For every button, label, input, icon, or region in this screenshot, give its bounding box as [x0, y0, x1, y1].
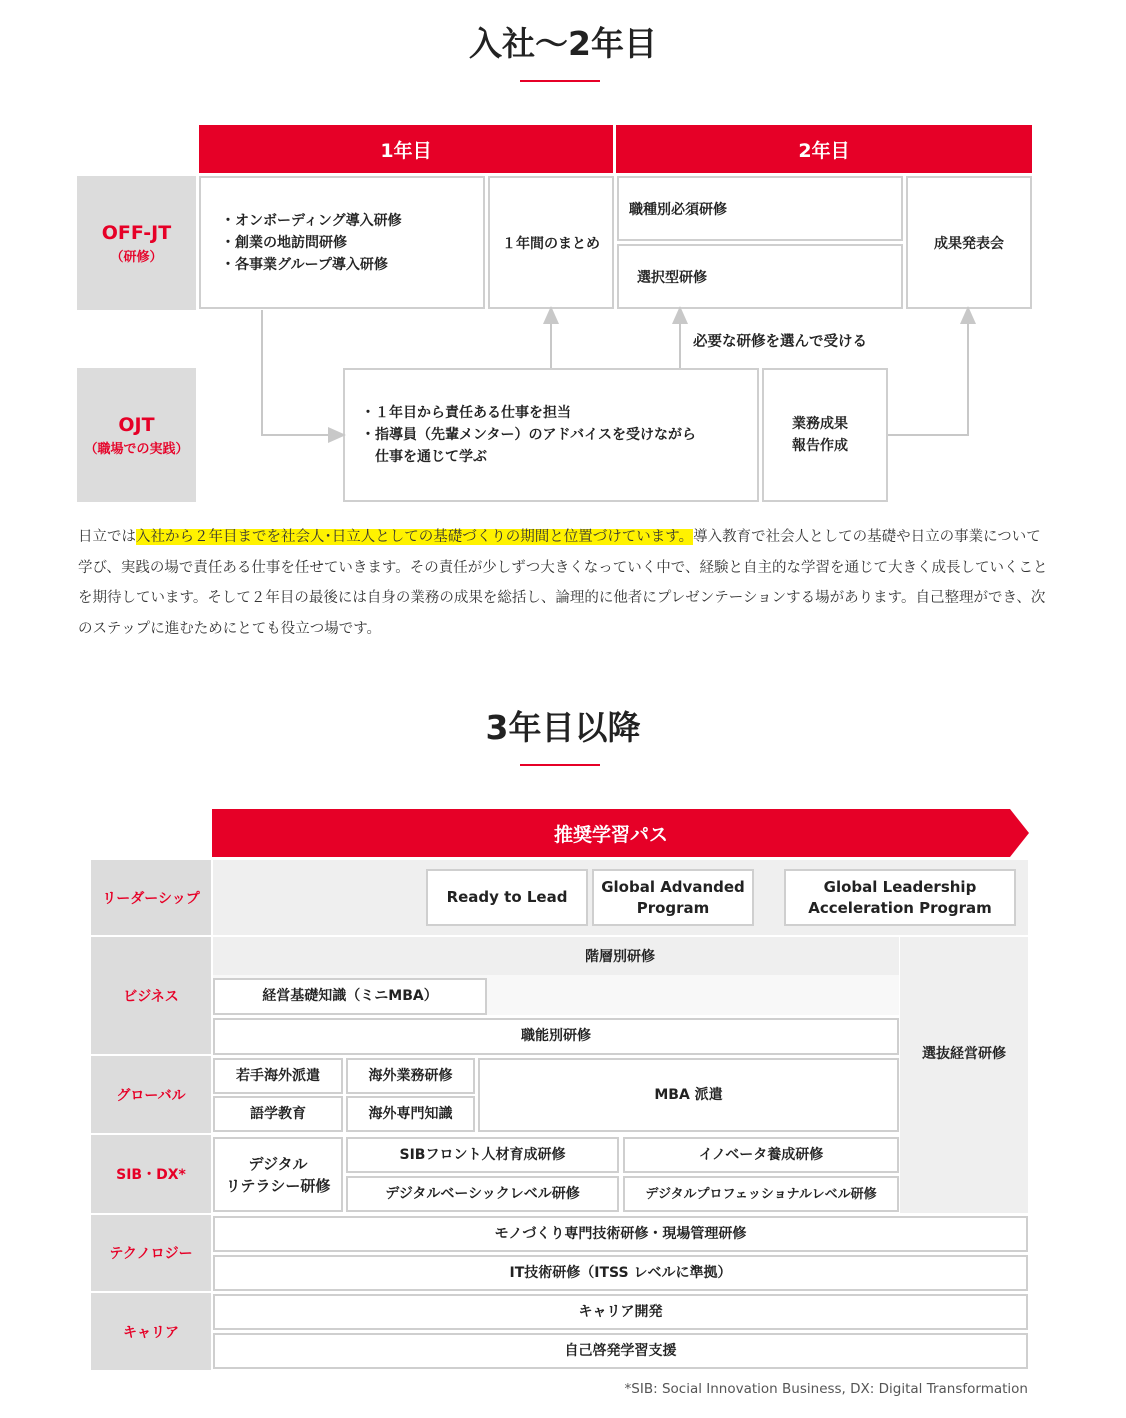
- ojt-label-sub: （職場での実践）: [84, 441, 189, 457]
- sib-front-box: SIBフロント人材育成研修: [346, 1137, 619, 1173]
- glap-line: Acceleration Program: [808, 898, 992, 917]
- global-advanced-program-box: [592, 869, 754, 926]
- report-to-presentation-arrow: [888, 314, 968, 435]
- gap-line: Program: [636, 898, 710, 917]
- digital-basic-box: デジタルベーシックレベル研修: [346, 1176, 619, 1212]
- year1-header: 1年目: [199, 125, 613, 173]
- offjt-to-ojt-arrow: [262, 310, 338, 435]
- elective-training-box: 選択型研修: [617, 244, 903, 309]
- choose-training-note: 必要な研修を選んで受ける: [693, 334, 867, 350]
- row-label-business: ビジネス: [91, 937, 211, 1054]
- section1-description: [78, 522, 1053, 644]
- digital-literacy-box: [213, 1137, 343, 1212]
- section1-title: 入社～2年目: [469, 24, 657, 63]
- row-label-global: グローバル: [91, 1056, 211, 1133]
- ojt-item: 仕事を通じて学ぶ: [361, 449, 487, 465]
- global-leadership-acceleration-box: [784, 869, 1016, 926]
- section2-title: 3年目以降: [485, 708, 641, 747]
- offjt-label-sub: （研修）: [110, 249, 163, 265]
- year2-header: 2年目: [616, 125, 1032, 173]
- section2-title-underline: [520, 764, 600, 766]
- monozukuri-box: モノづくり専門技術研修・現場管理研修: [213, 1216, 1028, 1252]
- offjt-item: ・創業の地訪問研修: [221, 234, 347, 251]
- offjt-item: ・各事業グループ導入研修: [221, 256, 388, 273]
- language-education-box: 語学教育: [213, 1096, 343, 1132]
- ojt-label-main: OJT: [118, 413, 155, 436]
- para-pre: 日立では: [78, 529, 136, 545]
- ready-to-lead-box: Ready to Lead: [426, 869, 588, 926]
- presentation-box: 成果発表会: [906, 176, 1032, 309]
- gap-line: Global Advanded: [601, 877, 745, 896]
- report-line: 報告作成: [792, 438, 848, 454]
- overseas-work-training-box: 海外業務研修: [346, 1058, 475, 1094]
- offjt-item: ・オンボーディング導入研修: [221, 212, 402, 229]
- row-label-leadership: リーダーシップ: [91, 860, 211, 935]
- row-label-sibdx: SIB・DX*: [91, 1135, 211, 1213]
- footnote: *SIB: Social Innovation Business, DX: Digital Transformation: [624, 1381, 1028, 1397]
- para-highlight: 入社から２年目までを社会人･日立人としての基礎づくりの期間と位置づけています。: [136, 529, 694, 545]
- innovator-box: イノベータ養成研修: [623, 1137, 899, 1173]
- row-label-technology: テクノロジー: [91, 1215, 211, 1291]
- para-post: 導入教育で社会人としての基礎や日立の事業について学び、実践の場で責任ある仕事を任せていきます。その責任が少しずつ大きくなっていく中で、経験と自主的な学習を通じて大きく成長していくことを期待しています。そして２年目の最後には自身の業務の成果を総括し、論理的に他者にプレゼンテーションする場があります。自己整理ができ、次のステップに進むためにとても役立つ場です。: [78, 529, 1048, 637]
- digital-literacy-line: デジタル: [248, 1154, 308, 1173]
- year-summary-box: １年間のまとめ: [488, 176, 614, 309]
- learning-path-banner: 推奨学習パス: [553, 823, 668, 846]
- mba-dispatch-box: MBA 派遣: [478, 1058, 899, 1132]
- offjt-label-main: OFF-JT: [101, 221, 172, 244]
- report-line: 業務成果: [792, 416, 848, 432]
- it-training-box: IT技術研修（ITSS レベルに準拠）: [213, 1255, 1028, 1291]
- overseas-knowledge-box: 海外専門知識: [346, 1096, 475, 1132]
- ojt-item: ・指導員（先輩メンター）のアドバイスを受けながら: [361, 427, 697, 443]
- tiered-training-text: 階層別研修: [585, 949, 655, 965]
- young-overseas-dispatch-box: 若手海外派遣: [213, 1058, 343, 1094]
- row-label-career: キャリア: [91, 1293, 211, 1370]
- selective-management-label: 選抜経営研修: [922, 1046, 1006, 1062]
- ojt-item: ・１年目から責任ある仕事を担当: [361, 405, 571, 421]
- self-study-box: 自己啓発学習支援: [213, 1333, 1028, 1369]
- digital-professional-box: デジタルプロフェッショナルレベル研修: [623, 1176, 899, 1212]
- flow-connectors: [0, 0, 1126, 520]
- mini-mba-box: 経営基礎知識（ミニMBA）: [213, 978, 487, 1015]
- required-training-box: 職種別必須研修: [617, 176, 903, 241]
- glap-line: Global Leadership: [823, 877, 977, 896]
- functional-training-box: 職能別研修: [213, 1018, 899, 1055]
- digital-literacy-line: リテラシー研修: [225, 1176, 331, 1195]
- career-development-box: キャリア開発: [213, 1294, 1028, 1330]
